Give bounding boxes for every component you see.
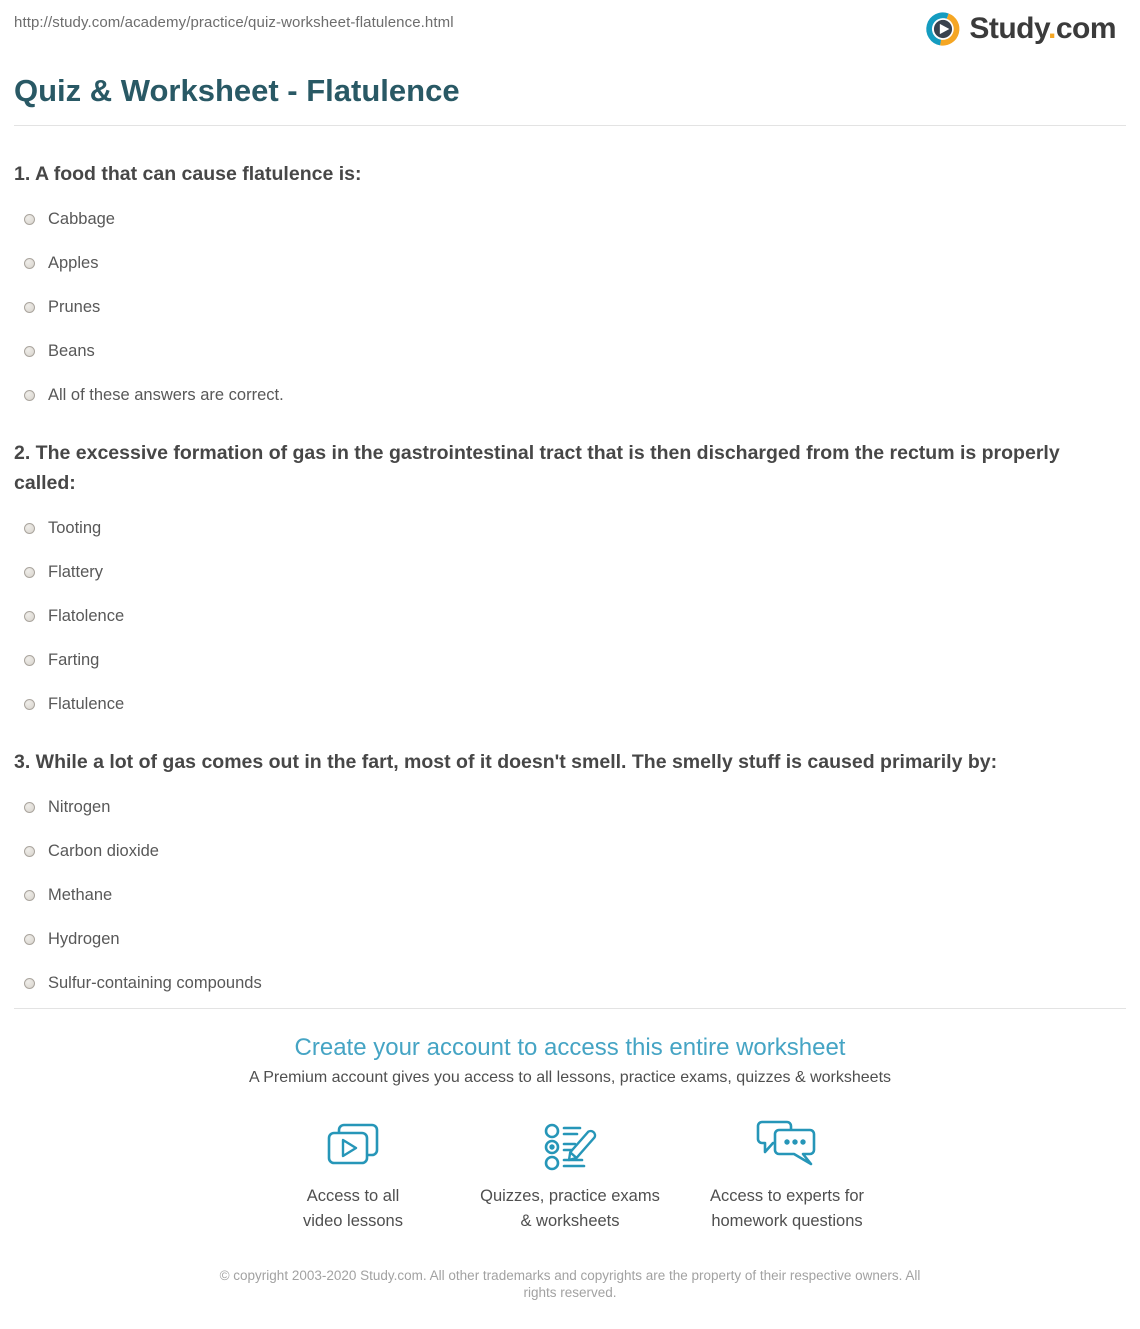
- option-row[interactable]: [24, 209, 1126, 229]
- option-label: Nitrogen: [48, 798, 111, 816]
- feature-label: [679, 1184, 896, 1234]
- logo-study: Study: [969, 12, 1048, 45]
- feature-label-line1: Access to all: [306, 1187, 400, 1205]
- quiz-questions: [14, 159, 1126, 993]
- radio-button[interactable]: [24, 214, 35, 225]
- option-label: Prunes: [48, 298, 101, 316]
- options-list: [14, 797, 1126, 993]
- option-label: All of these answers are correct.: [48, 386, 284, 404]
- question-heading: 2. The excessive formation of gas in the gastrointestinal tract that is then discharged from the rectum is properly called:: [14, 442, 1060, 494]
- radio-button[interactable]: [24, 655, 35, 666]
- copyright-text: © copyright 2003-2020 Study.com. All other trademarks and copyrights are the property of their respective owners. All rights reserved.: [219, 1268, 921, 1300]
- page-title: Quiz & Worksheet - Flatulence: [14, 73, 460, 108]
- feature-label-line1: Access to experts for: [709, 1187, 865, 1205]
- options-list: [14, 209, 1126, 405]
- option-label: Cabbage: [48, 210, 115, 228]
- question: [14, 159, 1126, 405]
- option-row[interactable]: [24, 885, 1126, 905]
- radio-button[interactable]: [24, 802, 35, 813]
- option-label: Flatulence: [48, 695, 125, 713]
- option-row[interactable]: [24, 518, 1126, 538]
- question-heading: 3. While a lot of gas comes out in the fart, most of it doesn't smell. The smelly stuff is caused primarily by:: [14, 751, 998, 773]
- feature-quizzes-worksheets: [462, 1117, 679, 1234]
- experts-chat-icon: [679, 1117, 896, 1177]
- option-row[interactable]: [24, 253, 1126, 273]
- radio-button[interactable]: [24, 699, 35, 710]
- option-label: Hydrogen: [48, 930, 120, 948]
- radio-button[interactable]: [24, 846, 35, 857]
- logo-text: [969, 10, 1116, 48]
- divider: [14, 1008, 1126, 1009]
- logo-dot: .: [1047, 12, 1056, 45]
- option-label: Farting: [48, 651, 100, 669]
- radio-button[interactable]: [24, 978, 35, 989]
- quizzes-worksheets-icon: [462, 1117, 679, 1177]
- radio-button[interactable]: [24, 567, 35, 578]
- feature-label-line2: homework questions: [711, 1212, 863, 1230]
- options-list: [14, 518, 1126, 714]
- option-row[interactable]: [24, 650, 1126, 670]
- option-label: Flattery: [48, 563, 104, 581]
- question-heading: 1. A food that can cause flatulence is:: [14, 163, 362, 185]
- feature-label-line1: Quizzes, practice exams: [480, 1187, 660, 1205]
- option-row[interactable]: [24, 606, 1126, 626]
- radio-button[interactable]: [24, 523, 35, 534]
- radio-button[interactable]: [24, 390, 35, 401]
- option-row[interactable]: [24, 797, 1126, 817]
- video-lessons-icon: [245, 1117, 462, 1177]
- feature-label-line2: & worksheets: [520, 1212, 620, 1230]
- option-row[interactable]: [24, 694, 1126, 714]
- option-row[interactable]: [24, 297, 1126, 317]
- page-header: [14, 0, 1126, 48]
- logo-play-icon: [924, 10, 962, 48]
- divider: [14, 125, 1126, 126]
- option-label: Beans: [48, 342, 95, 360]
- features-row: [14, 1117, 1126, 1234]
- radio-button[interactable]: [24, 346, 35, 357]
- option-label: Tooting: [48, 519, 102, 537]
- cta-section: [14, 1033, 1126, 1234]
- question: [14, 747, 1126, 993]
- option-row[interactable]: [24, 841, 1126, 861]
- radio-button[interactable]: [24, 890, 35, 901]
- option-label: Methane: [48, 886, 113, 904]
- logo-com: com: [1055, 12, 1116, 45]
- option-row[interactable]: [24, 973, 1126, 993]
- feature-video-lessons: [245, 1117, 462, 1234]
- option-row[interactable]: [24, 929, 1126, 949]
- option-label: Flatolence: [48, 607, 125, 625]
- radio-button[interactable]: [24, 611, 35, 622]
- studycom-logo: [924, 10, 1126, 48]
- feature-label-line2: video lessons: [303, 1212, 403, 1230]
- option-label: Apples: [48, 254, 99, 272]
- feature-expert-help: [679, 1117, 896, 1234]
- feature-label: [462, 1184, 679, 1234]
- radio-button[interactable]: [24, 258, 35, 269]
- cta-create-account-link[interactable]: Create your account to access this entire worksheet: [294, 1034, 846, 1061]
- option-label: Sulfur-containing compounds: [48, 974, 262, 992]
- question: [14, 438, 1126, 714]
- option-label: Carbon dioxide: [48, 842, 159, 860]
- url-text: http://study.com/academy/practice/quiz-worksheet-flatulence.html: [14, 14, 454, 31]
- option-row[interactable]: [24, 385, 1126, 405]
- radio-button[interactable]: [24, 934, 35, 945]
- cta-subtitle: A Premium account gives you access to all lessons, practice exams, quizzes & worksheets: [248, 1069, 892, 1086]
- radio-button[interactable]: [24, 302, 35, 313]
- feature-label: [245, 1184, 462, 1234]
- option-row[interactable]: [24, 562, 1126, 582]
- option-row[interactable]: [24, 341, 1126, 361]
